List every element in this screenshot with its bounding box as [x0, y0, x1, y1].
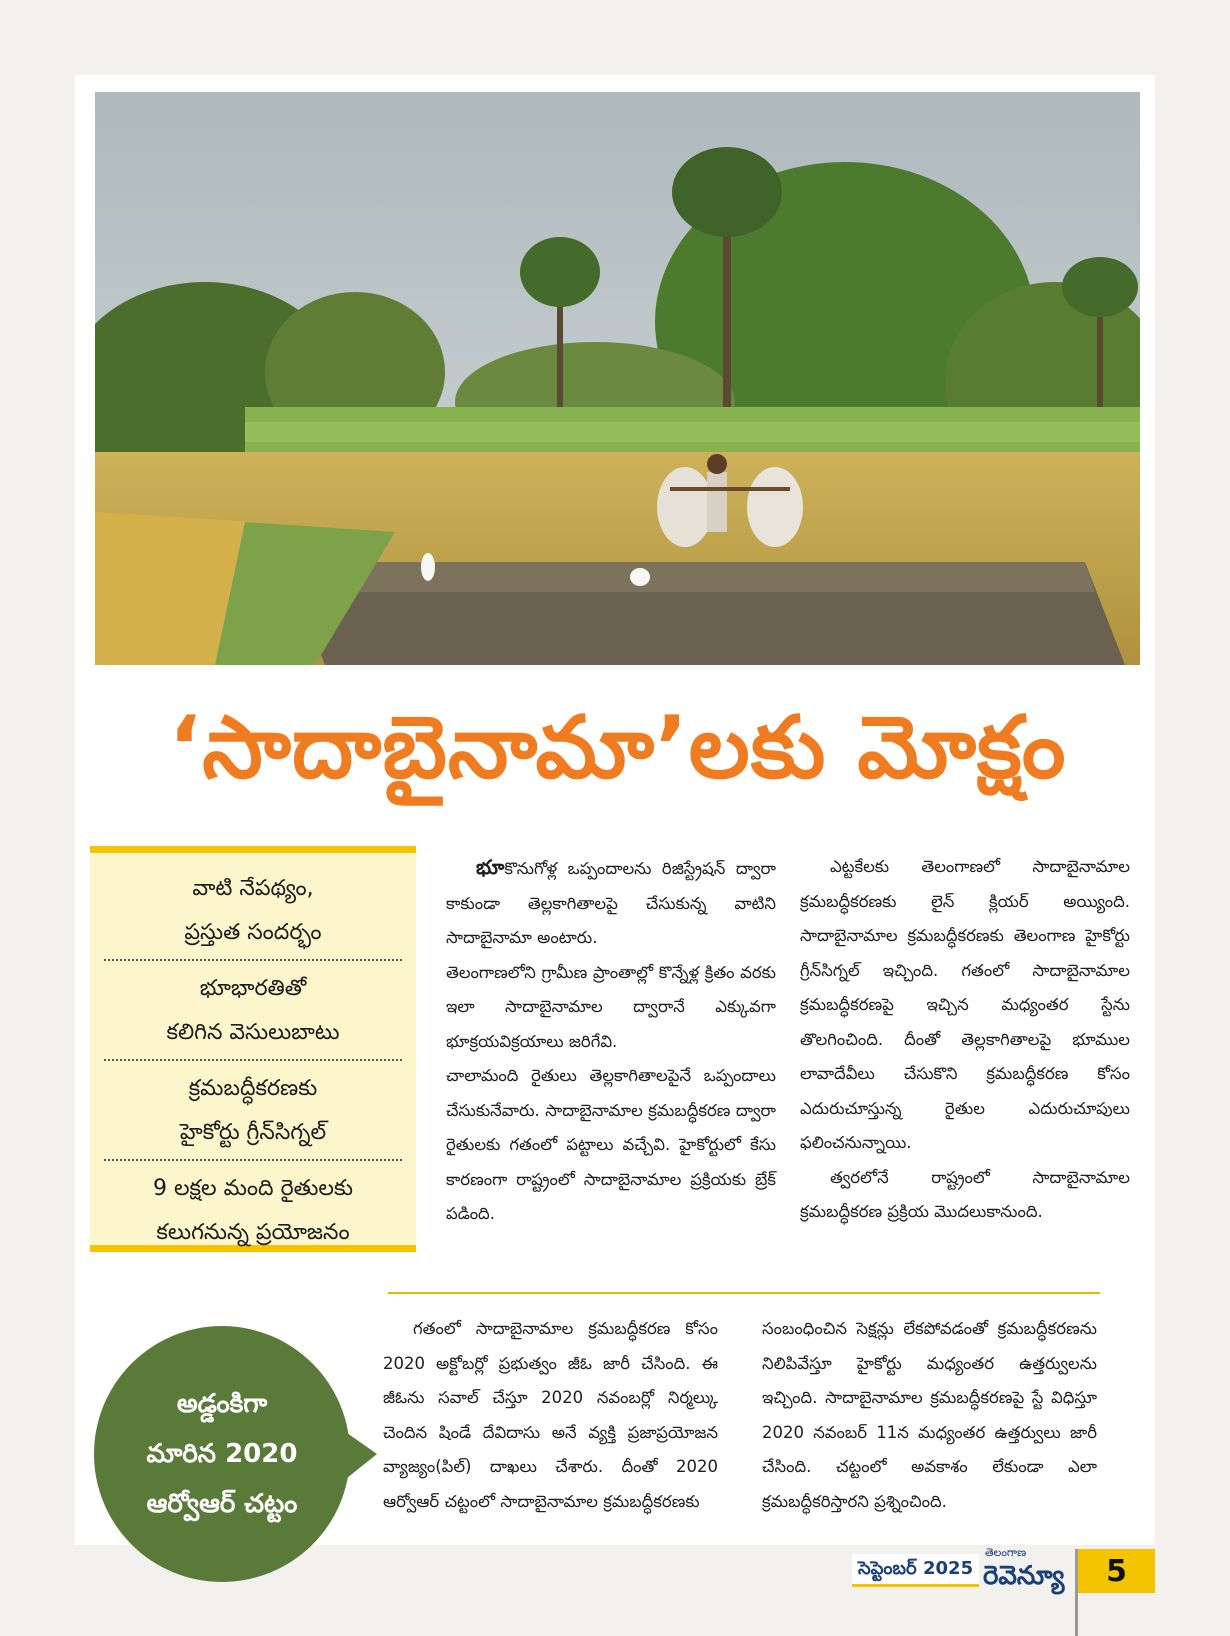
bubble-line: మారిన 2020: [146, 1439, 298, 1469]
drop-word: భూ: [476, 855, 505, 879]
magazine-brand: రెవెన్యూ: [983, 1561, 1065, 1591]
paragraph: గతంలో సాదాబైనామాల క్రమబద్ధీకరణ కోసం 2020 అక్టోబర్లో ప్రభుత్వం జీఓ జారీ చేసింది. ఈ జీఓను సవాల్ చేస్తూ 2020 నవంబర్లో నిర్మల్కు చెందిన షిండే దేవిదాసు అనే వ్యక్తి ప్రజాప్రయోజన వ్యాజ్యం(పిల్) దాఖలు చేశారు. దీంతో 2020 ఆర్వోఆర్ చట్టంలో సాదాబైనామాల క్రమబద్ధీకరణకు: [383, 1319, 718, 1511]
highlight-item: [104, 1061, 402, 1161]
issue-date: సెప్టెంబర్ 2025: [852, 1554, 979, 1587]
highlight-item: [104, 961, 402, 1061]
page-number: 5: [1078, 1549, 1155, 1593]
highlight-line: వాటి నేపథ్యం,: [192, 876, 314, 901]
farm-photo: [95, 92, 1140, 665]
highlight-line: హైకోర్టు గ్రీన్‌సిగ్నల్: [179, 1120, 327, 1145]
article-headline: ‘సాదాబైనామా’లకు మోక్షం: [168, 698, 1067, 798]
article-column-4: [762, 1312, 1097, 1542]
article-column-2: [800, 850, 1130, 1240]
subhead-bubble: [92, 1324, 352, 1584]
highlight-line: ప్రస్తుత సందర్భం: [184, 920, 322, 945]
highlight-item: [104, 1161, 402, 1259]
paragraph: ఎట్టకేలకు తెలంగాణలో సాదాబైనామాల క్రమబద్ధీకరణకు లైన్ క్లియర్ అయ్యింది. సాదాబైనామాల క్రమబద్ధీకరణకు తెలంగాణ హైకోర్టు గ్రీన్‌సిగ్నల్ ఇచ్చింది. గతంలో సాదాబైనామాల క్రమబద్ధీకరణపై ఇచ్చిన మధ్యంతర స్టేను తొలగించింది. దీంతో తెల్లకాగితాలపై భూముల లావాదేవీలు చేసుకొని క్రమబద్ధీకరణ కోసం ఎదురుచూస్తున్న రైతుల ఎదురుచూపులు ఫలించనున్నాయి.: [800, 857, 1130, 1152]
highlight-line: క్రమబద్ధీకరణకు: [188, 1076, 318, 1101]
bubble-line: ఆర్వోఆర్ చట్టం: [146, 1489, 298, 1519]
article-column-1: [446, 850, 776, 1240]
highlight-item: [104, 861, 402, 961]
highlight-line: కలిగిన వెసులుబాటు: [166, 1020, 340, 1045]
article-column-3: [383, 1312, 718, 1542]
paragraph: సంబంధించిన సెక్షన్లు లేకపోవడంతో క్రమబద్ధీకరణను నిలిపివేస్తూ హైకోర్టు మధ్యంతర ఉత్తర్వులను ఇచ్చింది. సాదాబైనామాల క్రమబద్ధీకరణపై స్టే విధిస్తూ 2020 నవంబర్ 11న మధ్యంతర ఉత్తర్వులు జారీ చేసింది. చట్టంలో అవకాశం లేకుండా ఎలా క్రమబద్ధీకరిస్తారని ప్రశ్నించింది.: [762, 1319, 1097, 1511]
highlight-line: కలుగనున్న ప్రయోజనం: [156, 1220, 350, 1245]
section-divider: [388, 1292, 1100, 1294]
paragraph: చాలామంది రైతులు తెల్లకాగితాలపైనే ఒప్పందాలు చేసుకునేవారు. సాదాబైనామాల క్రమబద్ధీకరణ ద్వారా రైతులకు గతంలో పట్టాలు వచ్చేవి. హైకోర్టులో కేసు కారణంగా రాష్ట్రంలో సాదాబైనామాల ప్రక్రియకు బ్రేక్ పడింది.: [446, 1066, 776, 1223]
paragraph-text: కొనుగోళ్ల ఒప్పందాలను రిజిస్ట్రేషన్ ద్వారా కాకుండా తెల్లకాగితాలపై చేసుకున్న వాటిని సాదాబైనామా అంటారు.: [446, 859, 776, 947]
paragraph: [446, 850, 776, 956]
highlight-line: భూభారతితో: [199, 976, 307, 1001]
highlights-box: [90, 846, 416, 1252]
paragraph: తెలంగాణలోని గ్రామీణ ప్రాంతాల్లో కొన్నేళ్ల క్రితం వరకు ఇలా సాదాబైనామాల ద్వారానే ఎక్కువగా భూక్రయవిక్రయాలు జరిగేవి.: [446, 962, 776, 1051]
highlight-line: 9 లక్షల మంది రైతులకు: [152, 1176, 354, 1201]
paragraph: త్వరలోనే రాష్ట్రంలో సాదాబైనామాల క్రమబద్ధీకరణ ప్రక్రియ మొదలుకానుంది.: [800, 1167, 1130, 1221]
bubble-line: అడ్డంకిగా: [176, 1389, 268, 1419]
magazine-brand-prefix: తెలంగాణ: [985, 1546, 1027, 1559]
